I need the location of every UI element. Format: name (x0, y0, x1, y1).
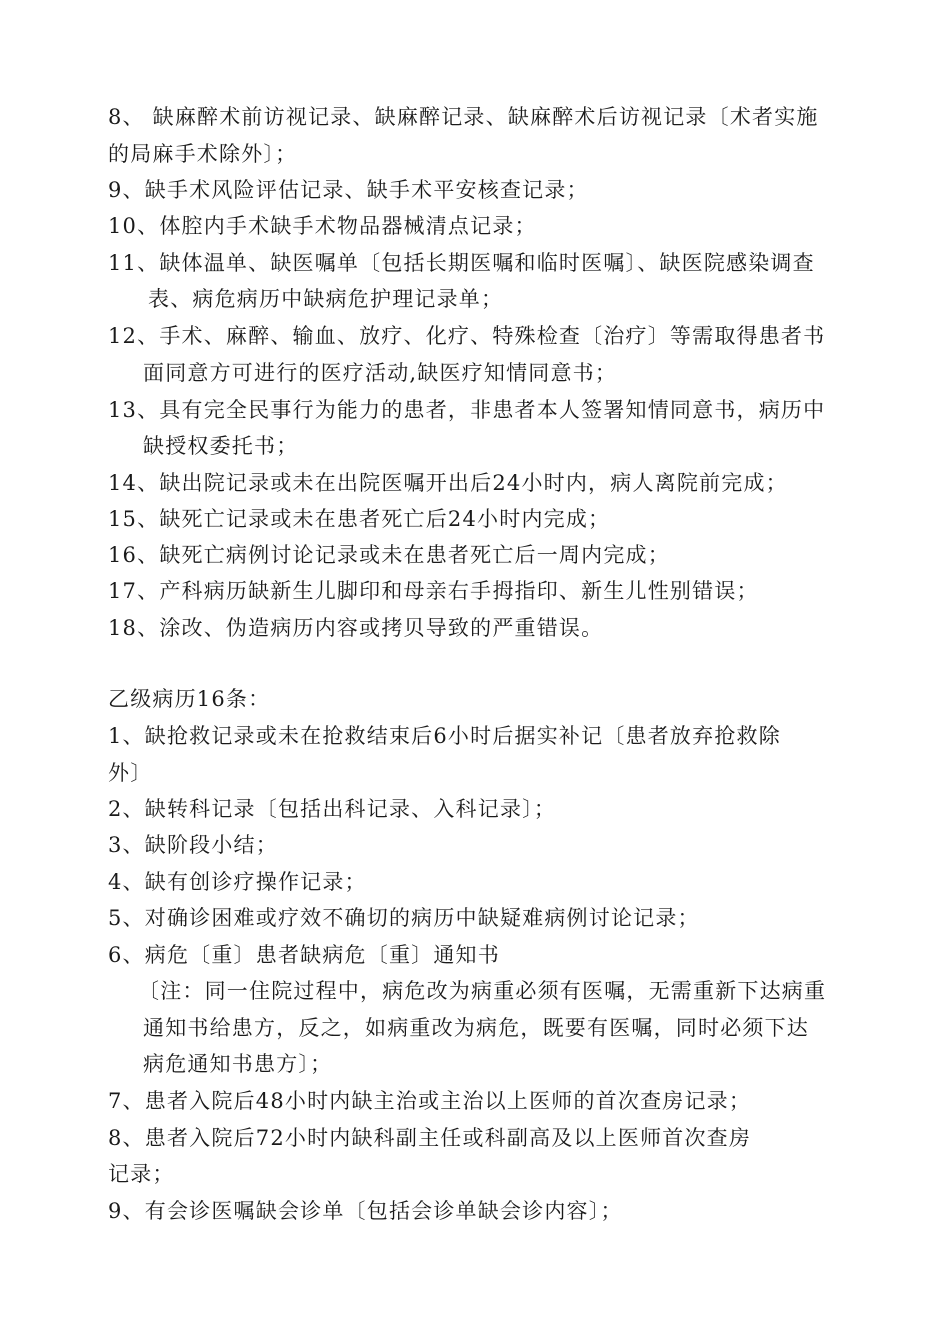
list-item-line: 6、病危〔重〕患者缺病危〔重〕通知书 (108, 943, 500, 967)
list-item-line: 的局麻手术除外〕； (108, 142, 298, 166)
list-item-line: 9、缺手术风险评估记录、缺手术平安核查记录； (108, 178, 589, 202)
section-heading: 乙级病历16条： (108, 687, 271, 711)
list-item-line: 12、手术、麻醉、输血、放疗、化疗、特殊检查〔治疗〕等需取得患者书 (108, 324, 826, 348)
list-item-line: 缺授权委托书； (143, 434, 299, 458)
list-item-line: 表、病危病历中缺病危护理记录单； (148, 287, 504, 311)
list-item-line: 10、体腔内手术缺手术物品器械清点记录； (108, 214, 537, 238)
list-item-line: 7、患者入院后48小时内缺主治或主治以上医师的首次查房记录； (108, 1089, 752, 1113)
list-item-line: 〔注：同一住院过程中，病危改为病重必须有医嘱，无需重新下达病重 (138, 979, 827, 1003)
list-item-line: 病危通知书患方〕； (143, 1052, 333, 1076)
list-item-line: 5、对确诊困难或疗效不确切的病历中缺疑难病例讨论记录； (108, 906, 700, 930)
list-item-line: 通知书给患方，反之，如病重改为病危，既要有医嘱，同时必须下达 (143, 1016, 809, 1040)
list-item-line: 面同意方可进行的医疗活动,缺医疗知情同意书； (143, 361, 618, 385)
list-item-line: 1、缺抢救记录或未在抢救结束后6小时后据实补记〔患者放弃抢救除 (108, 724, 781, 748)
list-item-line: 8、患者入院后72小时内缺科副主任或科副高及以上医师首次查房 (108, 1126, 752, 1150)
list-item-line: 18、涂改、伪造病历内容或拷贝导致的严重错误。 (108, 616, 604, 640)
list-item-line: 3、缺阶段小结； (108, 833, 278, 857)
list-item-line: 外〕 (108, 761, 153, 785)
list-item-line: 11、缺体温单、缺医嘱单〔包括长期医嘱和临时医嘱〕、缺医院感染调查 (108, 251, 815, 275)
list-item-line: 15、缺死亡记录或未在患者死亡后24小时内完成； (108, 507, 611, 531)
list-item-line: 4、缺有创诊疗操作记录； (108, 870, 367, 894)
list-item-line: 8、 缺麻醉术前访视记录、缺麻醉记录、缺麻醉术后访视记录〔术者实施 (108, 105, 819, 129)
list-item-line: 14、缺出院记录或未在出院医嘱开出后24小时内，病人离院前完成； (108, 471, 788, 495)
list-item-line: 9、有会诊医嘱缺会诊单〔包括会诊单缺会诊内容〕； (108, 1199, 623, 1223)
list-item-line: 记录； (108, 1162, 175, 1186)
list-item-line: 13、具有完全民事行为能力的患者，非患者本人签署知情同意书，病历中 (108, 398, 826, 422)
list-item-line: 17、产科病历缺新生儿脚印和母亲右手拇指印、新生儿性别错误； (108, 579, 759, 603)
list-item-line: 16、缺死亡病例讨论记录或未在患者死亡后一周内完成； (108, 543, 670, 567)
list-item-line: 2、缺转科记录〔包括出科记录、入科记录〕； (108, 797, 557, 821)
